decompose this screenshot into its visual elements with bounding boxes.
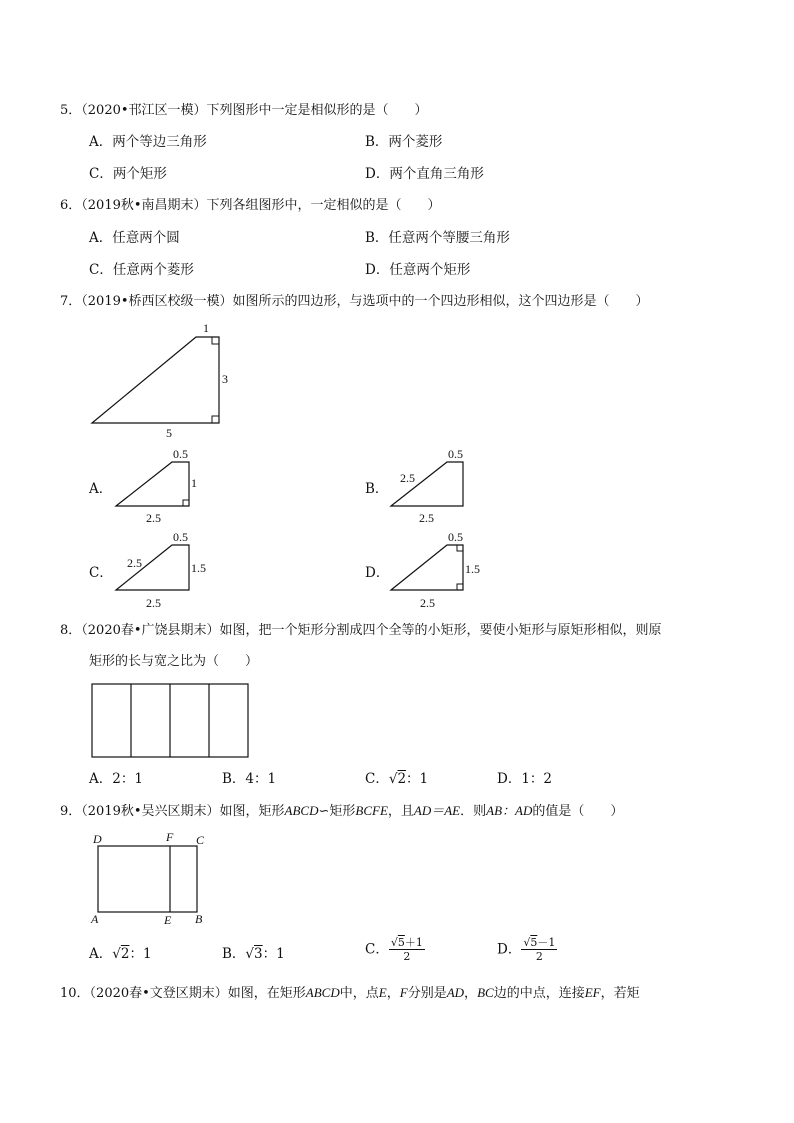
q5-stem: 5．（2020•邗江区一模）下列图形中一定是相似形的是（ ） <box>60 103 428 118</box>
q8-option-c-tail: ：1 <box>406 771 429 787</box>
q7-option-a-letter: A． <box>89 481 113 497</box>
q8-option-c <box>365 769 428 789</box>
sqrt-icon: √ <box>245 946 255 962</box>
q9-option-a-letter: A． <box>89 946 113 962</box>
q9-stem-mid2: ．则 <box>460 804 487 819</box>
q9-label-b: B <box>195 912 203 926</box>
q10-side-ad: AD <box>446 985 465 1000</box>
q9-option-a-radicand: 2 <box>120 946 130 962</box>
q10-rect: ABCD <box>305 985 340 1000</box>
q10-stem-mid: 中，点 <box>339 986 379 1001</box>
q8-stem-line1: 8．（2020春•广饶县期末）如图，把一个矩形分割成四个全等的小矩形，要使小矩形与原矩形相似，则原 <box>60 623 662 638</box>
q10-stem-post: ，若矩 <box>600 986 640 1001</box>
q9-option-c-num-tail: ＋1 <box>404 936 423 949</box>
q7-option-b-figure <box>391 447 463 525</box>
sqrt-icon: √ <box>112 946 121 962</box>
q8-option-c-radicand: 2 <box>397 771 407 787</box>
q7-d-top-label: 0.5 <box>448 530 463 544</box>
q9-option-d-letter: D． <box>497 941 522 958</box>
q9-option-b <box>222 944 285 964</box>
q9-stem-pre: 9．（2019秋•吴兴区期末）如图，矩形 <box>60 804 285 819</box>
q5-option-b: B．两个菱形 <box>365 134 443 150</box>
q10-side-bc: BC <box>477 985 494 1000</box>
q7-a-bottom-label: 2.5 <box>146 511 161 525</box>
sqrt-icon: √ <box>388 771 398 787</box>
q7-c-slant-label: 2.5 <box>127 556 142 570</box>
sqrt-icon: √ <box>523 936 531 949</box>
q9-option-d-radicand: 5 <box>530 936 538 949</box>
q9-label-e: E <box>164 913 172 927</box>
q10-stem-pre: 10．（2020春•文登区期末）如图，在矩形 <box>60 986 306 1001</box>
q8-option-b: B．4：1 <box>222 771 277 787</box>
q7-c-right-label: 1.5 <box>191 561 206 575</box>
q9-sim: ∽矩形 <box>318 804 356 819</box>
q9-option-b-letter: B． <box>222 946 246 962</box>
q7-main-top-label: 1 <box>203 321 209 335</box>
q7-option-b-letter: B． <box>365 481 389 497</box>
q8-stem-line2: 矩形的长与宽之比为（ ） <box>89 654 259 669</box>
q6-option-c: C．任意两个菱形 <box>89 262 194 278</box>
q9-rect2: BCFE <box>355 803 388 818</box>
q9-label-c: C <box>196 833 205 847</box>
q7-option-c-figure <box>116 530 206 610</box>
q7-main-bottom-label: 5 <box>166 426 172 440</box>
q7-d-bottom-label: 2.5 <box>420 596 435 610</box>
q6-option-a: A．任意两个圆 <box>89 230 180 246</box>
q6-option-b: B．任意两个等腰三角形 <box>365 230 510 246</box>
q5-option-c: C．两个矩形 <box>89 166 167 182</box>
q9-option-b-radicand: 3 <box>254 946 263 962</box>
q10-point-e: E <box>378 985 387 1000</box>
q7-option-c-letter: C． <box>89 565 113 581</box>
q9-rectangle-figure <box>90 830 205 927</box>
q7-c-top-label: 0.5 <box>173 530 188 544</box>
q8-option-d: D．1：2 <box>497 771 553 787</box>
q8-option-c-letter: C． <box>365 771 389 787</box>
q9-option-c-letter: C． <box>365 941 389 958</box>
q10-stem-mid3: 边的中点，连接 <box>493 986 585 1001</box>
q9-option-c-denominator: 2 <box>403 950 411 963</box>
q6-stem: 6．（2019秋•南昌期末）下列各组图形中，一定相似的是（ ） <box>60 198 441 213</box>
q10-segment-ef: EF <box>584 985 601 1000</box>
q9-rect1: ABCD <box>284 803 319 818</box>
q5-option-a: A．两个等边三角形 <box>89 134 207 150</box>
q7-a-top-label: 0.5 <box>173 447 188 461</box>
q7-stem: 7．（2019•桥西区校级一模）如图所示的四边形，与选项中的一个四边形相似，这个四边形是（ ） <box>60 294 649 309</box>
q10-comma2: ， <box>464 986 478 1001</box>
sqrt-icon: √ <box>390 936 398 949</box>
q5-option-d: D．两个直角三角形 <box>365 166 484 182</box>
q7-main-trapezoid <box>92 321 228 440</box>
q10-stem-mid2: 分别是 <box>407 986 447 1001</box>
q7-option-d-figure <box>391 530 480 610</box>
q8-option-a: A．2：1 <box>89 771 143 787</box>
q10-comma: ， <box>386 986 400 1001</box>
q8-rectangle-figure <box>92 684 248 757</box>
q9-option-d-fraction <box>521 936 557 963</box>
q9-label-f: F <box>166 830 174 844</box>
q7-c-bottom-label: 2.5 <box>146 596 161 610</box>
q9-option-a <box>89 944 152 964</box>
q7-d-right-label: 1.5 <box>465 562 480 576</box>
q9-option-c <box>365 936 425 963</box>
q9-option-d <box>497 936 557 963</box>
q7-b-slant-label: 2.5 <box>400 471 415 485</box>
q9-option-d-denominator: 2 <box>535 950 543 963</box>
q10-stem <box>60 983 640 1004</box>
q9-option-c-fraction <box>389 936 425 963</box>
q9-label-d: D <box>93 832 102 846</box>
q9-ratio: AB：AD <box>486 803 533 818</box>
q6-option-d: D．任意两个矩形 <box>365 262 471 278</box>
q7-a-right-label: 1 <box>191 476 197 490</box>
q9-option-a-tail: ：1 <box>129 946 152 962</box>
q10-point-f: F <box>399 985 408 1000</box>
q7-option-d-letter: D． <box>365 565 390 581</box>
q9-label-a: A <box>91 912 99 926</box>
q9-option-b-tail: ：1 <box>262 946 285 962</box>
q7-b-bottom-label: 2.5 <box>419 511 434 525</box>
q9-stem <box>60 801 623 822</box>
q9-option-d-num-tail: －1 <box>537 936 556 949</box>
q9-option-c-radicand: 5 <box>397 936 405 949</box>
q7-main-right-label: 3 <box>222 372 228 386</box>
q9-stem-mid: ，且 <box>387 804 414 819</box>
q9-equation: AD＝AE <box>413 803 461 818</box>
q9-stem-post: 的值是（ ） <box>532 804 624 819</box>
q7-b-top-label: 0.5 <box>448 447 463 461</box>
q7-option-a-figure <box>116 447 197 525</box>
